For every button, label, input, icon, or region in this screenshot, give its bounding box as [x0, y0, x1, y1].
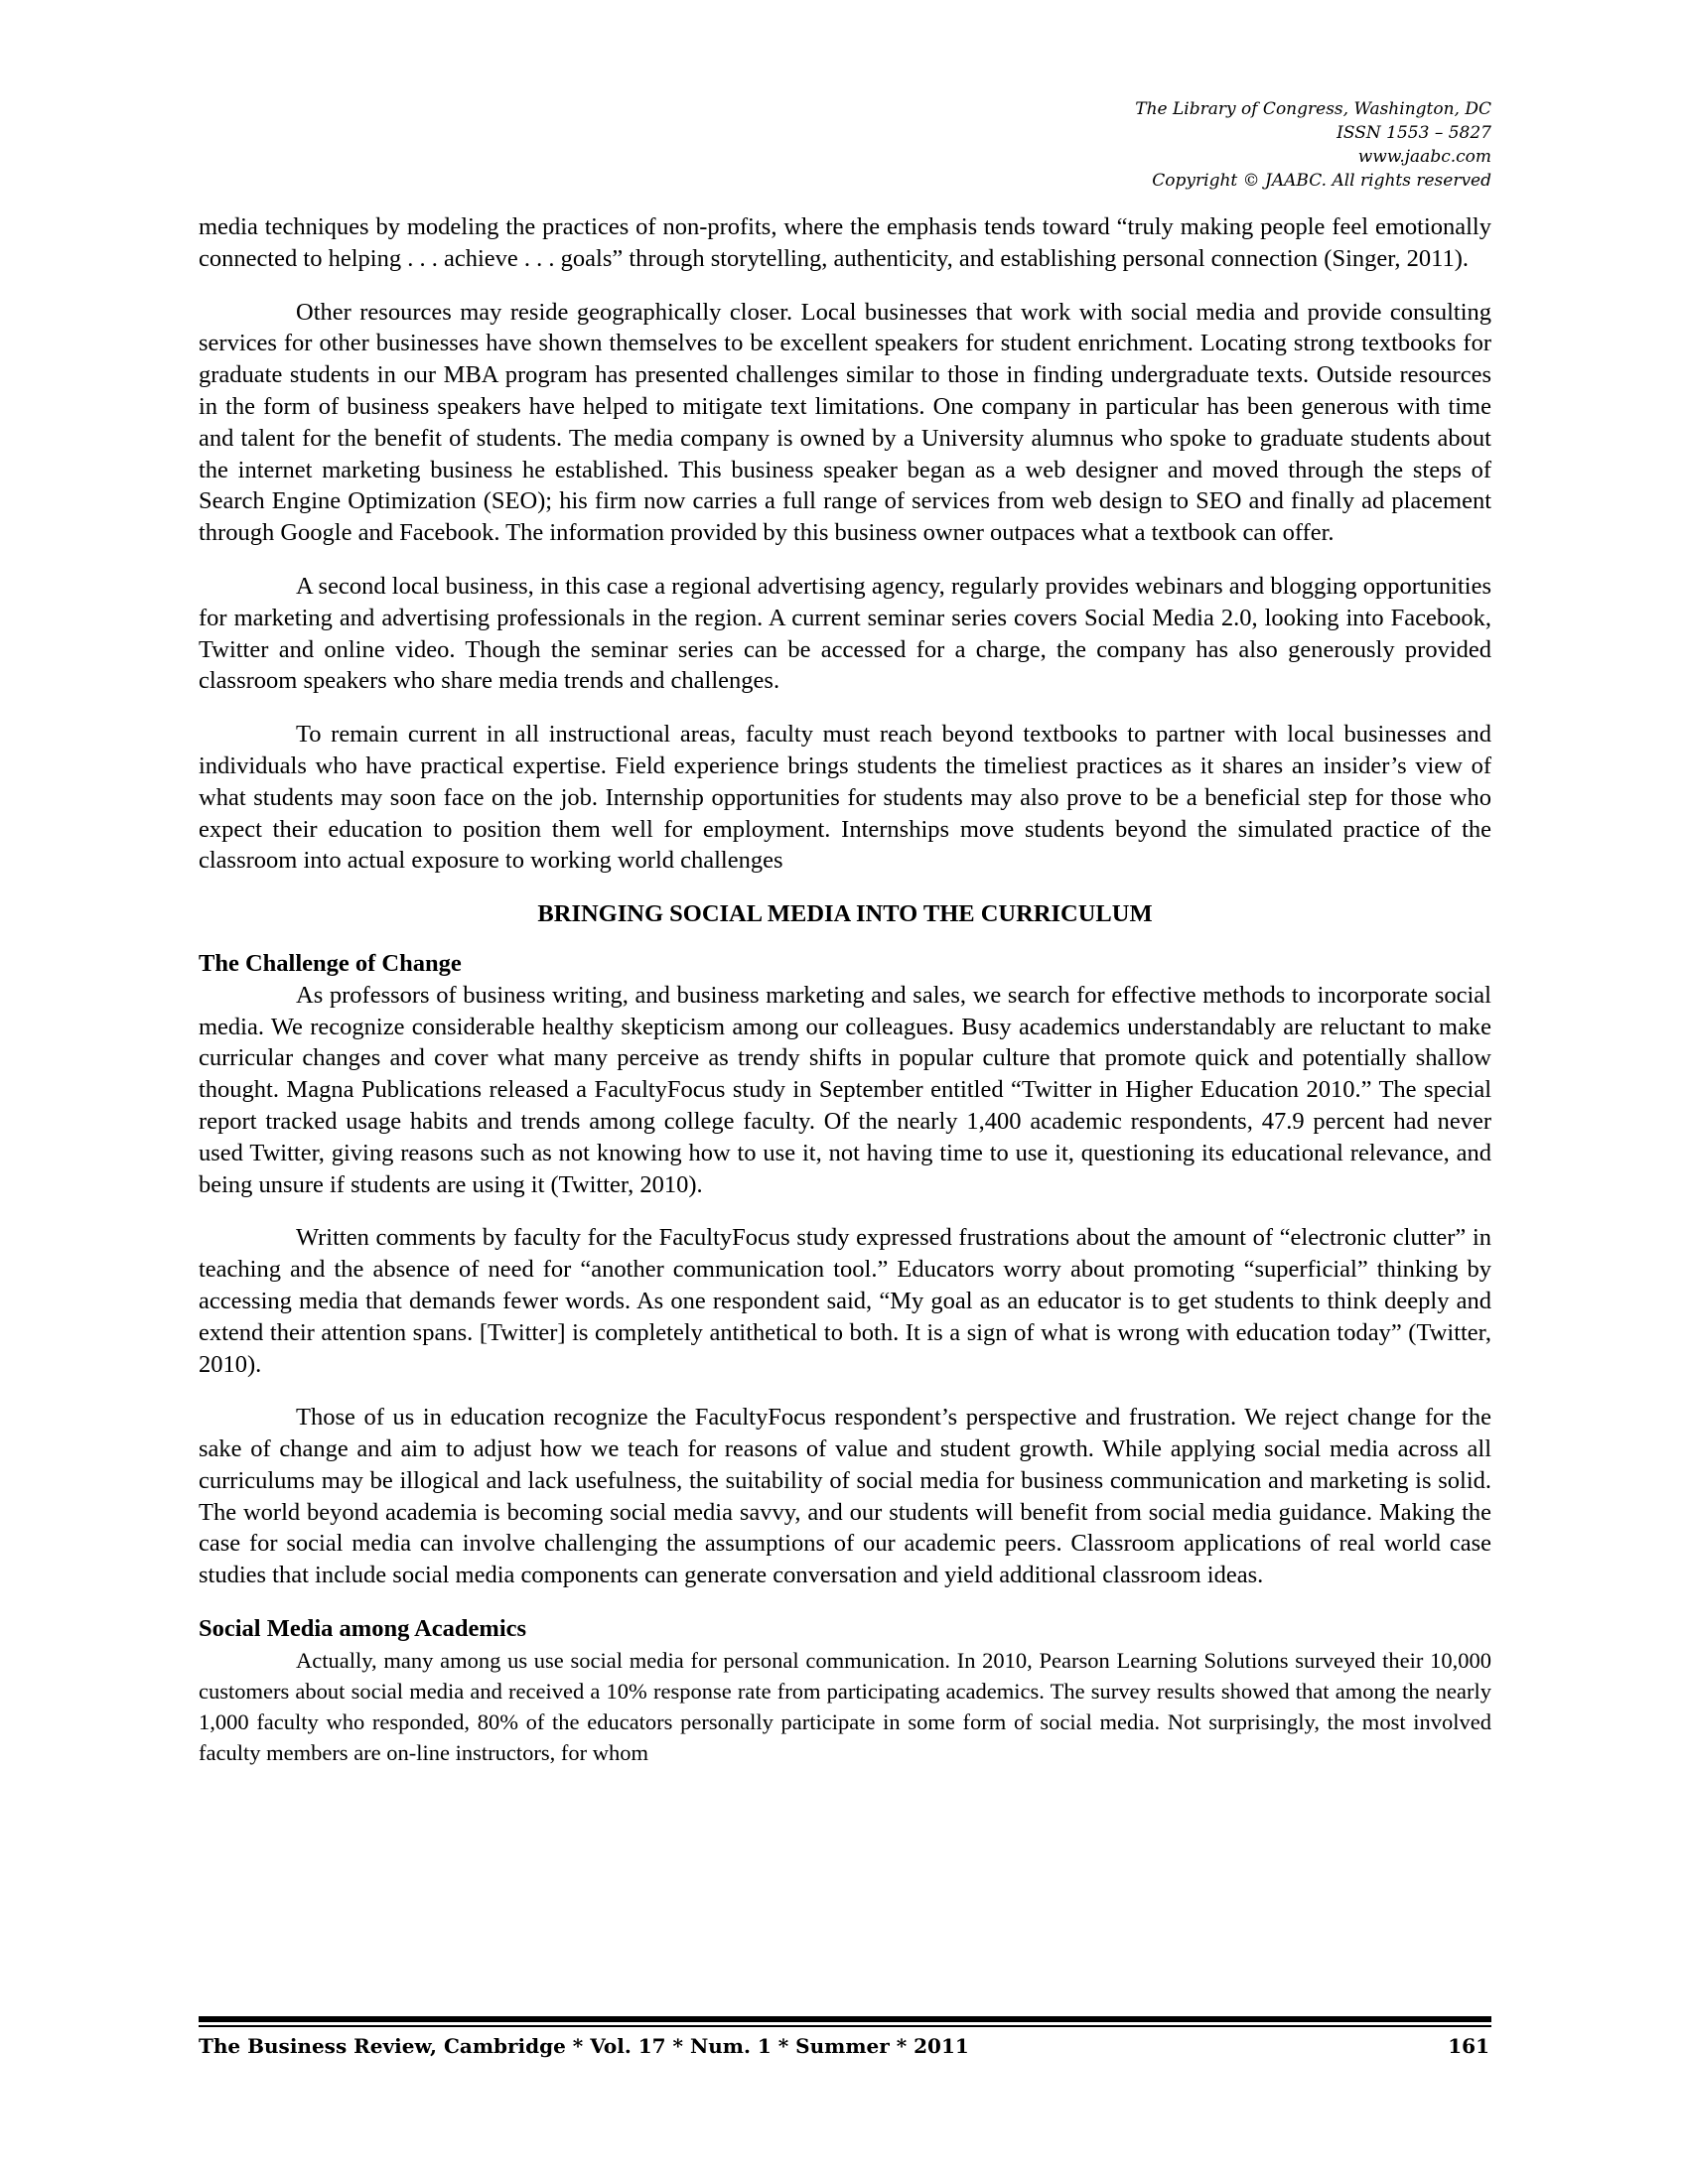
- header-website-line: www.jaabc.com: [1357, 147, 1491, 167]
- footer-journal-citation: The Business Review, Cambridge * Vol. 17 * Num. 1 * Summer * 2011: [199, 2034, 969, 2058]
- header-copyright-line: Copyright © JAABC. All rights reserved: [1152, 171, 1491, 191]
- paragraph-2: Other resources may reside geographically closer. Local businesses that work with social media and provide consulting services for other businesses have shown themselves to be excellent speakers for student enrichment. Locating strong textbooks for graduate students in our MBA program has presented challenges similar to those in finding undergraduate texts. Outside resources in the form of business speakers have helped to mitigate text limitations. One company in particular has been generous with time and talent for the benefit of students. The media company is owned by a University alumnus who spoke to graduate students about the internet marketing business he established. This business speaker began as a web designer and moved through the steps of Search Engine Optimization (SEO); his firm now carries a full range of services from web design to SEO and finally ad placement through Google and Facebook. The information provided by this business owner outpaces what a textbook can offer.: [199, 298, 1491, 547]
- paragraph-7: Those of us in education recognize the FacultyFocus respondent’s perspective and frustration. We reject change for the sake of change and aim to adjust how we teach for reasons of value and student growth. While applying social media across all curriculums may be illogical and lack usefulness, the suitability of social media for business communication and marketing is solid. The world beyond academia is becoming social media savvy, and our students will benefit from social media guidance. Making the case for social media can involve challenging the assumptions of our academic peers. Classroom applications of real world case studies that include social media components can generate conversation and yield additional classroom ideas.: [199, 1404, 1491, 1589]
- subheading-social-media-among-academics: Social Media among Academics: [199, 1615, 527, 1643]
- paragraph-3: A second local business, in this case a regional advertising agency, regularly provides webinars and blogging opportunities for marketing and advertising professionals in the region. A current seminar series covers Social Media 2.0, looking into Facebook, Twitter and online video. Though the seminar series can be accessed for a charge, the company has also generously provided classroom speakers who share media trends and challenges.: [199, 572, 1491, 695]
- header-library-line: The Library of Congress, Washington, DC: [1135, 99, 1491, 119]
- paragraph-5: As professors of business writing, and business marketing and sales, we search for effective methods to incorporate social media. We recognize considerable healthy skepticism among our colleagues. Busy academics understandably are reluctant to make curricular changes and cover what many perceive as trendy shifts in popular culture that promote quick and potentially shallow thought. Magna Publications released a FacultyFocus study in September entitled “Twitter in Higher Education 2010.” The special report tracked usage habits and trends among college faculty. Of the nearly 1,400 academic respondents, 47.9 percent had never used Twitter, giving reasons such as not knowing how to use it, not having time to use it, questioning its educational relevance, and being unsure if students are using it (Twitter, 2010).: [199, 981, 1491, 1198]
- paragraph-4: To remain current in all instructional areas, faculty must reach beyond textbooks to partner with local businesses and individuals who have practical expertise. Field experience brings students the timeliest practices as it shares an insider’s view of what students may soon face on the job. Internship opportunities for students may also prove to be a beneficial step for those who expect their education to position them well for employment. Internships move students beyond the simulated practice of the classroom into actual exposure to working world challenges: [199, 721, 1491, 875]
- journal-header: [1135, 97, 1491, 193]
- paragraph-1: media techniques by modeling the practices of non-profits, where the emphasis tends toward “truly making people feel emotionally connected to helping . . . achieve . . . goals” through storytelling, authenticity, and establishing personal connection (Singer, 2011).: [199, 213, 1491, 272]
- footer-rule-thin: [199, 2025, 1491, 2027]
- subheading-challenge-of-change: The Challenge of Change: [199, 949, 462, 977]
- header-issn-line: ISSN 1553 – 5827: [1336, 123, 1491, 143]
- paragraph-6: Written comments by faculty for the FacultyFocus study expressed frustrations about the amount of “electronic clutter” in teaching and the absence of need for “another communication tool.” Educators worry about promoting “superficial” thinking by accessing media that demands fewer words. As one respondent said, “My goal as an educator is to get students to think deeply and extend their attention spans. [Twitter] is completely antithetical to both. It is a sign of what is wrong with education today” (Twitter, 2010).: [199, 1224, 1491, 1378]
- paragraph-8: Actually, many among us use social media for personal communication. In 2010, Pearson Learning Solutions surveyed their 10,000 customers about social media and received a 10% response rate from participating academics. The survey results showed that among the nearly 1,000 faculty who responded, 80% of the educators personally participate in some form of social media. Not surprisingly, the most involved faculty members are on-line instructors, for whom: [199, 1647, 1491, 1766]
- section-heading: BRINGING SOCIAL MEDIA INTO THE CURRICULUM: [537, 900, 1153, 928]
- page-number: 161: [1448, 2034, 1489, 2058]
- footer-rule-thick: [199, 2016, 1491, 2022]
- body-text: [199, 211, 1491, 1769]
